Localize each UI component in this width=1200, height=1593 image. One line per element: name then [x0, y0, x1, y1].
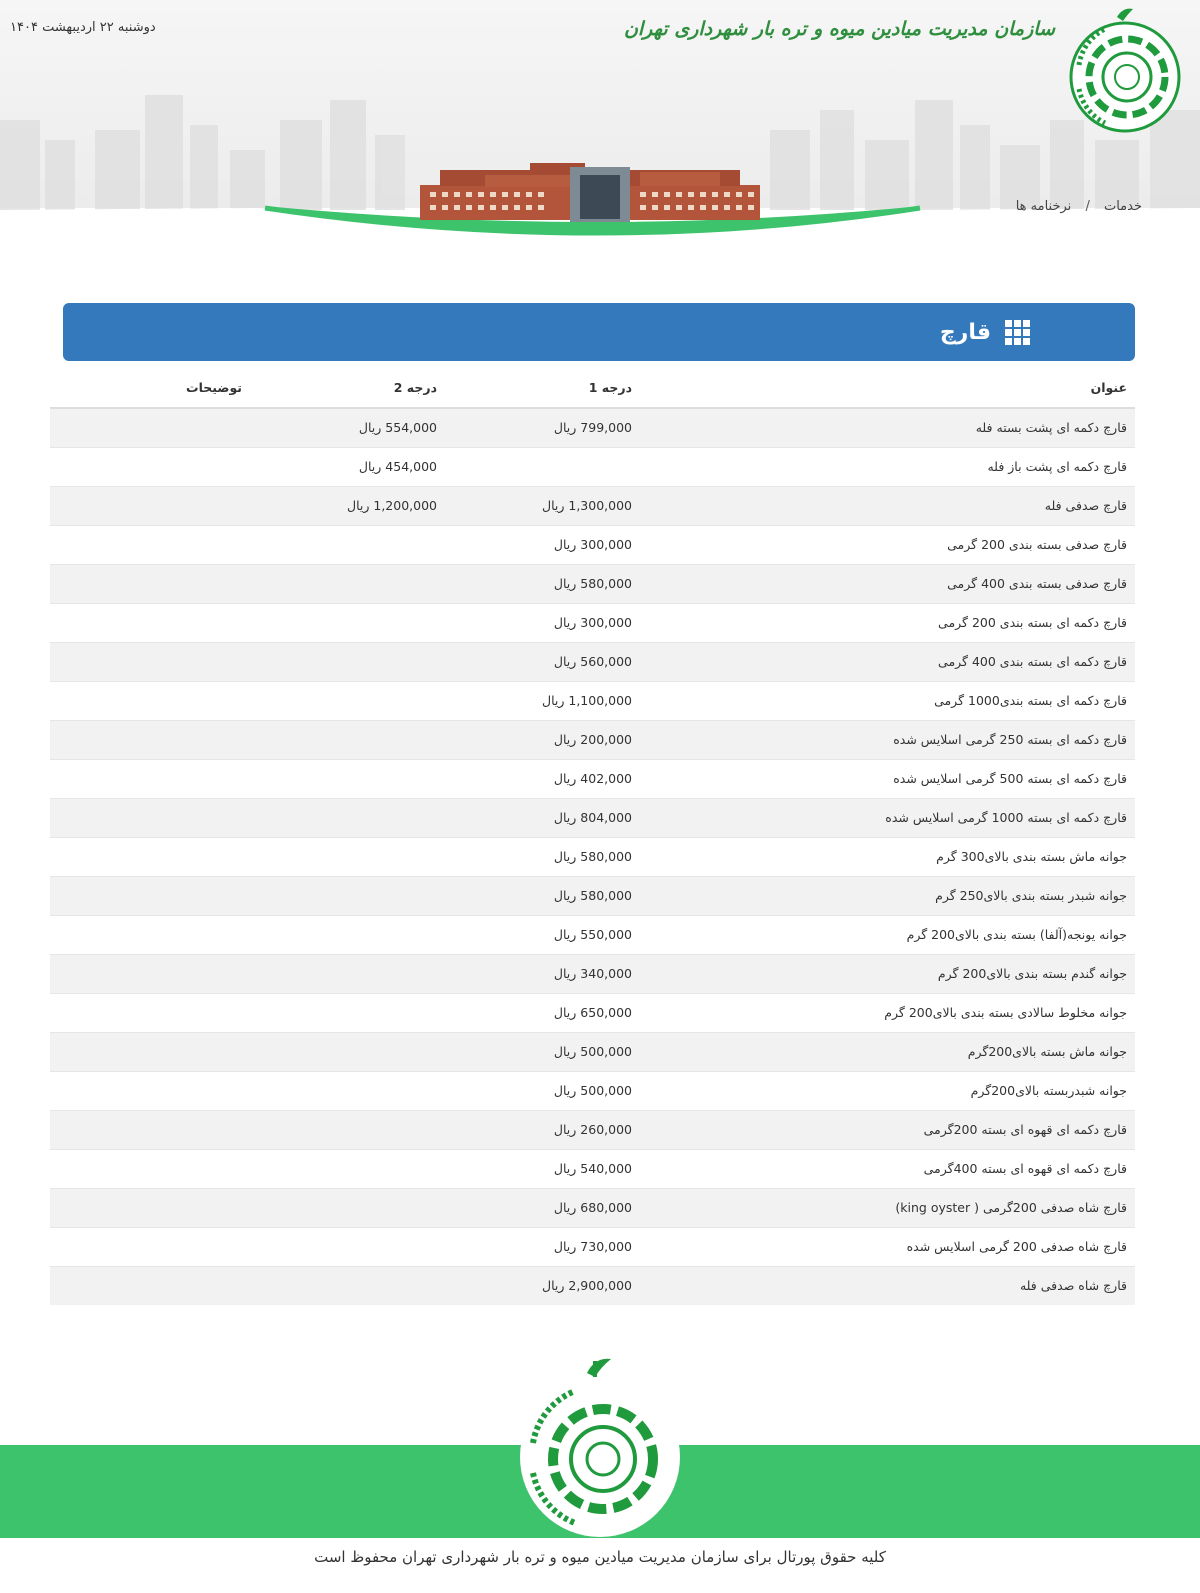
- cell-grade1: 540,000 ریال: [445, 1149, 640, 1188]
- cell-grade2: [250, 915, 445, 954]
- cell-description: [50, 1149, 250, 1188]
- header-grade1: درجه 1: [445, 368, 640, 408]
- cell-title: قارچ دکمه ای بسته بندی1000 گرمی: [640, 681, 1135, 720]
- cell-grade2: [250, 564, 445, 603]
- cell-title: جوانه شبدر بسته بندی بالای250 گرم: [640, 876, 1135, 915]
- cell-title: قارچ دکمه ای قهوه ای بسته 400گرمی: [640, 1149, 1135, 1188]
- table-row: [50, 447, 1135, 486]
- cell-description: [50, 1266, 250, 1305]
- cell-title: جوانه شبدربسته بالای200گرم: [640, 1071, 1135, 1110]
- cell-grade1: 650,000 ریال: [445, 993, 640, 1032]
- cell-title: قارچ صدفی فله: [640, 486, 1135, 525]
- table-row: [50, 1149, 1135, 1188]
- table-row: [50, 486, 1135, 525]
- cell-description: [50, 603, 250, 642]
- cell-grade2: [250, 681, 445, 720]
- table-row: [50, 954, 1135, 993]
- cell-grade2: [250, 1266, 445, 1305]
- cell-grade1: [445, 447, 640, 486]
- cell-grade1: 680,000 ریال: [445, 1188, 640, 1227]
- cell-title: قارچ صدفی بسته بندی 400 گرمی: [640, 564, 1135, 603]
- breadcrumb: [1016, 199, 1142, 214]
- cell-title: قارچ شاه صدفی 200گرمی ( king oyster): [640, 1188, 1135, 1227]
- table-body: [50, 408, 1135, 1305]
- cell-grade2: [250, 759, 445, 798]
- table-row: [50, 564, 1135, 603]
- cell-grade2: [250, 1188, 445, 1227]
- cell-grade1: 402,000 ریال: [445, 759, 640, 798]
- cell-grade1: 300,000 ریال: [445, 525, 640, 564]
- table-header-row: [50, 368, 1135, 408]
- table-row: [50, 759, 1135, 798]
- cell-grade2: [250, 1110, 445, 1149]
- cell-description: [50, 525, 250, 564]
- cell-title: قارچ دکمه ای بسته 1000 گرمی اسلایس شده: [640, 798, 1135, 837]
- cell-title: جوانه گندم بسته بندی بالای200 گرم: [640, 954, 1135, 993]
- cell-grade1: 260,000 ریال: [445, 1110, 640, 1149]
- cell-title: جوانه مخلوط سالادی بسته بندی بالای200 گرم: [640, 993, 1135, 1032]
- cell-title: قارچ دکمه ای پشت باز فله: [640, 447, 1135, 486]
- cell-description: [50, 720, 250, 759]
- cell-grade1: 1,100,000 ریال: [445, 681, 640, 720]
- category-title-bar: [63, 303, 1135, 361]
- table-row: [50, 1110, 1135, 1149]
- table-row: [50, 642, 1135, 681]
- cell-grade1: 500,000 ریال: [445, 1071, 640, 1110]
- table-row: [50, 1032, 1135, 1071]
- cell-description: [50, 759, 250, 798]
- cell-title: قارچ دکمه ای بسته بندی 200 گرمی: [640, 603, 1135, 642]
- cell-grade1: 300,000 ریال: [445, 603, 640, 642]
- cell-grade2: [250, 720, 445, 759]
- cell-description: [50, 1071, 250, 1110]
- current-date: دوشنبه ۲۲ اردیبهشت ۱۴۰۴: [10, 20, 156, 35]
- cell-grade1: 340,000 ریال: [445, 954, 640, 993]
- cell-grade1: 1,300,000 ریال: [445, 486, 640, 525]
- table-row: [50, 525, 1135, 564]
- cell-grade1: 560,000 ریال: [445, 642, 640, 681]
- cell-description: [50, 447, 250, 486]
- breadcrumb-item-price-lists[interactable]: نرخنامه ها: [1015, 199, 1072, 214]
- cell-grade2: [250, 1071, 445, 1110]
- breadcrumb-separator: /: [1085, 199, 1090, 214]
- cell-title: قارچ صدفی بسته بندی 200 گرمی: [640, 525, 1135, 564]
- cell-description: [50, 1032, 250, 1071]
- cell-title: قارچ دکمه ای قهوه ای بسته 200گرمی: [640, 1110, 1135, 1149]
- cell-description: [50, 798, 250, 837]
- cell-grade1: 580,000 ریال: [445, 837, 640, 876]
- cell-grade2: [250, 642, 445, 681]
- cell-title: جوانه ماش بسته بالای200گرم: [640, 1032, 1135, 1071]
- cell-title: قارچ دکمه ای پشت بسته فله: [640, 408, 1135, 447]
- cell-title: قارچ دکمه ای بسته 500 گرمی اسلایس شده: [640, 759, 1135, 798]
- cell-title: قارچ دکمه ای بسته بندی 400 گرمی: [640, 642, 1135, 681]
- cell-description: [50, 1110, 250, 1149]
- cell-grade2: 1,200,000 ریال: [250, 486, 445, 525]
- cell-grade1: 804,000 ریال: [445, 798, 640, 837]
- header-title: عنوان: [640, 368, 1135, 408]
- cell-grade2: [250, 603, 445, 642]
- table-row: [50, 720, 1135, 759]
- cell-title: جوانه ماش بسته بندی بالای300 گرم: [640, 837, 1135, 876]
- table-row: [50, 1227, 1135, 1266]
- cell-grade1: 500,000 ریال: [445, 1032, 640, 1071]
- table-row: [50, 408, 1135, 447]
- cell-grade1: 730,000 ریال: [445, 1227, 640, 1266]
- cell-grade2: 454,000 ریال: [250, 447, 445, 486]
- cell-title: قارچ شاه صدفی فله: [640, 1266, 1135, 1305]
- cell-grade2: [250, 1227, 445, 1266]
- cell-title: قارچ شاه صدفی 200 گرمی اسلایس شده: [640, 1227, 1135, 1266]
- footer-organization-logo: [515, 1355, 685, 1537]
- cell-title: جوانه یونجه(آلفا) بسته بندی بالای200 گرم: [640, 915, 1135, 954]
- table-row: [50, 603, 1135, 642]
- header-description: توضیحات: [50, 368, 250, 408]
- cell-grade2: [250, 876, 445, 915]
- cell-title: قارچ دکمه ای بسته 250 گرمی اسلایس شده: [640, 720, 1135, 759]
- organization-logo[interactable]: [1065, 5, 1185, 135]
- table-row: [50, 876, 1135, 915]
- grid-icon: [1005, 320, 1030, 345]
- cell-description: [50, 1188, 250, 1227]
- cell-description: [50, 564, 250, 603]
- cell-grade2: 554,000 ریال: [250, 408, 445, 447]
- copyright-text: کلیه حقوق پورتال برای سازمان مدیریت میادین میوه و تره بار شهرداری تهران محفوظ است: [314, 1548, 886, 1566]
- cell-grade1: 2,900,000 ریال: [445, 1266, 640, 1305]
- cell-grade2: [250, 1032, 445, 1071]
- table-row: [50, 993, 1135, 1032]
- cell-grade2: [250, 798, 445, 837]
- breadcrumb-item-services[interactable]: خدمات: [1103, 199, 1142, 214]
- cell-grade2: [250, 954, 445, 993]
- cell-description: [50, 993, 250, 1032]
- cell-grade1: 580,000 ریال: [445, 876, 640, 915]
- cell-description: [50, 486, 250, 525]
- cell-description: [50, 954, 250, 993]
- table-row: [50, 1266, 1135, 1305]
- cell-description: [50, 408, 250, 447]
- cell-grade2: [250, 837, 445, 876]
- cell-grade1: 550,000 ریال: [445, 915, 640, 954]
- cell-description: [50, 915, 250, 954]
- cell-description: [50, 837, 250, 876]
- table-row: [50, 915, 1135, 954]
- table-row: [50, 837, 1135, 876]
- cell-grade2: [250, 525, 445, 564]
- cell-description: [50, 681, 250, 720]
- table-row: [50, 798, 1135, 837]
- cell-grade2: [250, 993, 445, 1032]
- organization-title: سازمان مدیریت میادین میوه و تره بار شهرداری تهران: [623, 18, 1055, 40]
- table-row: [50, 1188, 1135, 1227]
- cell-grade1: 200,000 ریال: [445, 720, 640, 759]
- cell-description: [50, 642, 250, 681]
- table-row: [50, 1071, 1135, 1110]
- cell-grade2: [250, 1149, 445, 1188]
- price-table: [50, 368, 1135, 1305]
- header: [0, 0, 1200, 240]
- cell-description: [50, 1227, 250, 1266]
- cell-grade1: 799,000 ریال: [445, 408, 640, 447]
- header-grade2: درجه 2: [250, 368, 445, 408]
- cell-description: [50, 876, 250, 915]
- category-title: قارچ: [939, 319, 991, 345]
- cell-grade1: 580,000 ریال: [445, 564, 640, 603]
- table-row: [50, 681, 1135, 720]
